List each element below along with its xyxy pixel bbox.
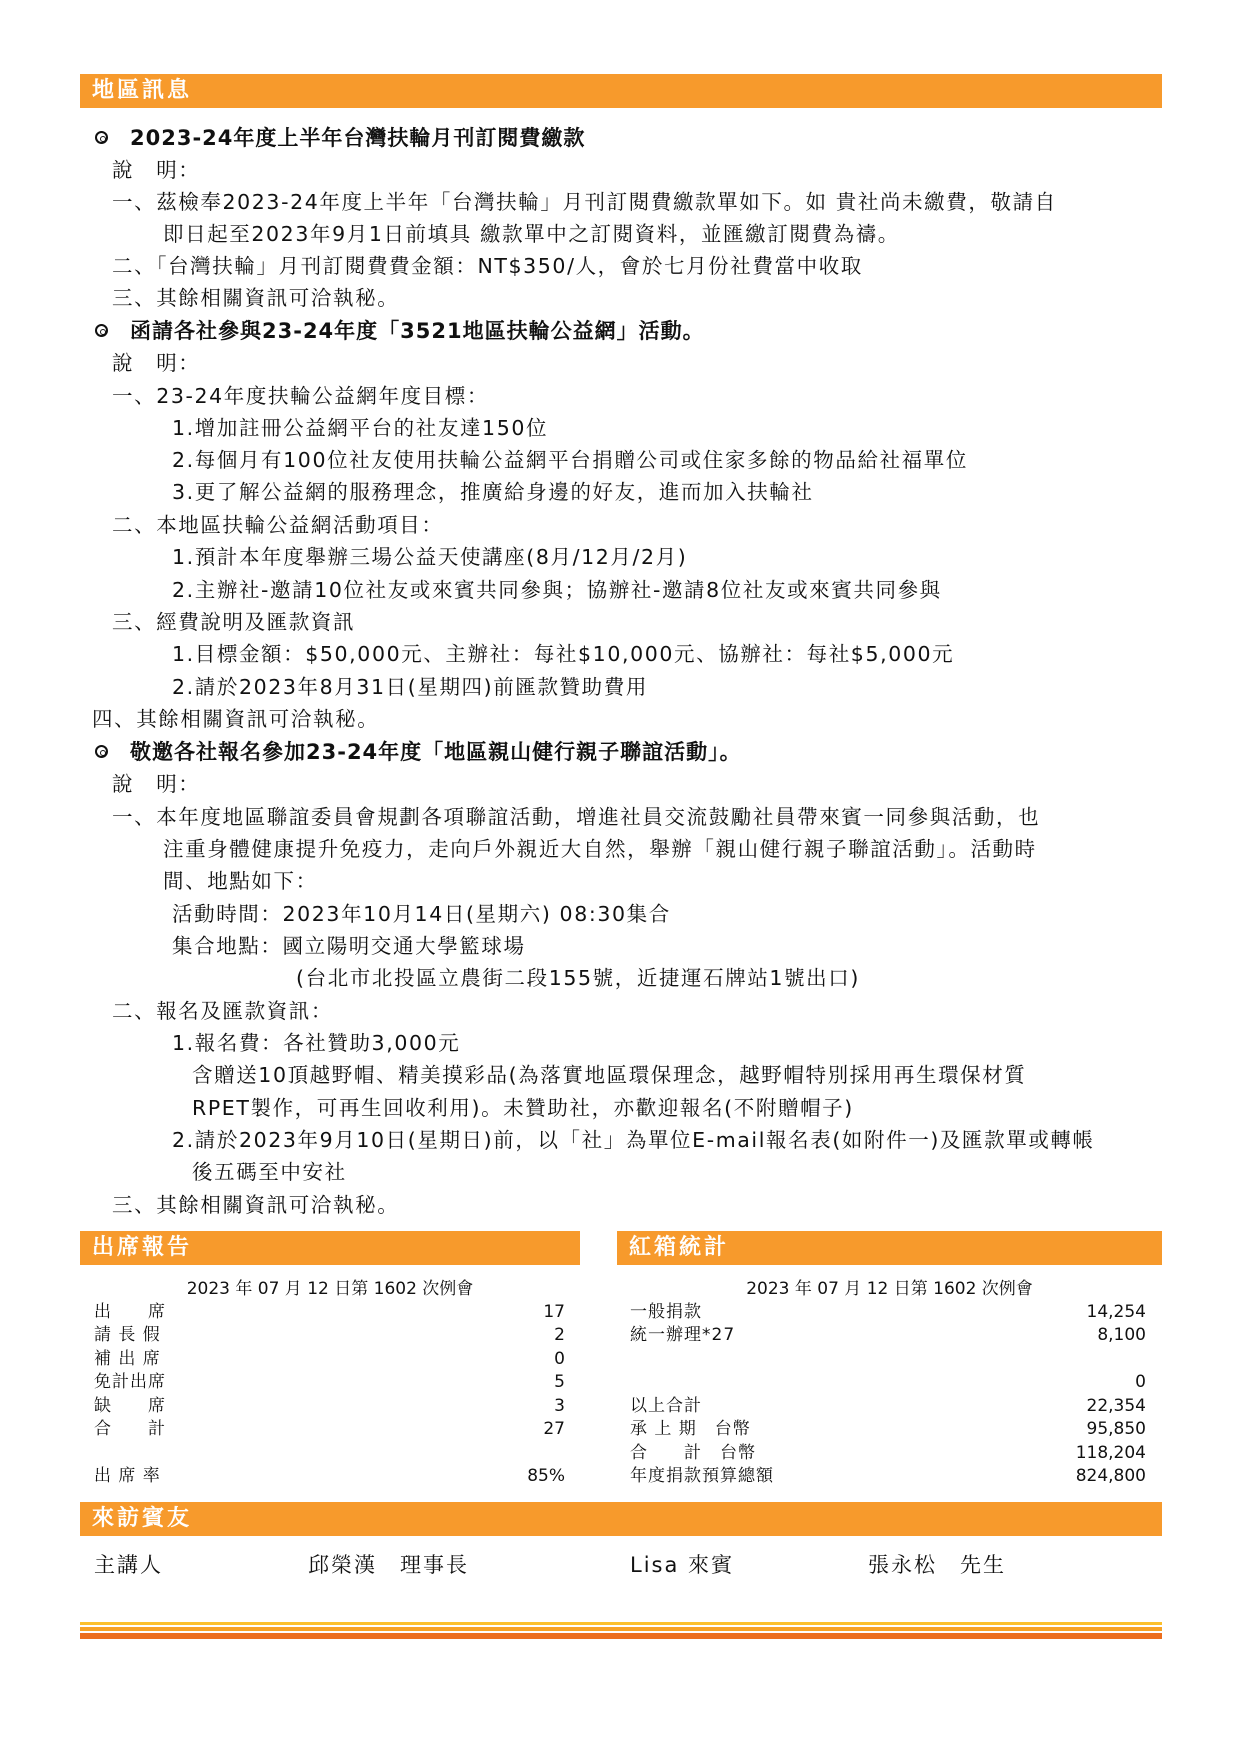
notice-line: RPET製作，可再生回收利用)。未贊助社，亦歡迎報名(不附贈帽子) bbox=[192, 1096, 854, 1120]
attendance-rate-value: 85% bbox=[527, 1466, 565, 1486]
notice-title-2: 函請各社參與23-24年度「3521地區扶輪公益網」活動。 bbox=[130, 319, 705, 343]
double-circle-bullet-icon bbox=[95, 745, 108, 758]
notice-line: 後五碼至中安社 bbox=[192, 1160, 347, 1184]
notice-line: 四、其餘相關資訊可洽執秘。 bbox=[92, 707, 380, 731]
red-box-meeting-date: 2023 年 07 月 12 日第 1602 次例會 bbox=[746, 1279, 1033, 1299]
notice-line: 1.增加註冊公益網平台的社友達150位 bbox=[172, 416, 549, 440]
notice-line: 一、本年度地區聯誼委員會規劃各項聯誼活動，增進社員交流鼓勵社員帶來賓一同參與活動，也 bbox=[112, 805, 1041, 829]
section-header-attendance: 出席報告 bbox=[80, 1231, 580, 1265]
attendance-label: 免計出席 bbox=[94, 1372, 166, 1392]
attendance-label: 補 出 席 bbox=[94, 1349, 161, 1369]
notice-line: (台北市北投區立農街二段155號，近捷運石牌站1號出口) bbox=[296, 966, 860, 990]
notice-explain-1: 說 明： bbox=[112, 158, 201, 182]
red-box-label: 統一辦理*27 bbox=[630, 1325, 736, 1345]
notice-line: 三、經費說明及匯款資訊 bbox=[112, 610, 356, 634]
notice-line: 2.主辦社-邀請10位社友或來賓共同參與；協辦社-邀請8位社友或來賓共同參與 bbox=[172, 578, 942, 602]
attendance-label: 請 長 假 bbox=[94, 1325, 161, 1345]
notice-line: 二、本地區扶輪公益網活動項目： bbox=[112, 513, 444, 537]
red-box-label: 合 計 台幣 bbox=[630, 1443, 756, 1463]
footer-stripe-top bbox=[80, 1622, 1162, 1625]
footer-stripe-bottom bbox=[80, 1633, 1162, 1639]
notice-line: 3.更了解公益網的服務理念，推廣給身邊的好友，進而加入扶輪社 bbox=[172, 480, 814, 504]
notice-line: 活動時間：2023年10月14日(星期六) 08:30集合 bbox=[172, 902, 671, 926]
red-box-label: 承 上 期 台幣 bbox=[630, 1419, 751, 1439]
notice-line: 二、報名及匯款資訊： bbox=[112, 999, 333, 1023]
attendance-value: 27 bbox=[543, 1419, 565, 1439]
notice-line: 2.請於2023年8月31日(星期四)前匯款贊助費用 bbox=[172, 675, 648, 699]
red-box-value: 118,204 bbox=[1075, 1443, 1146, 1463]
attendance-value: 5 bbox=[554, 1372, 565, 1392]
notice-line: 含贈送10頂越野帽、精美摸彩品(為落實地區環保理念，越野帽特別採用再生環保材質 bbox=[192, 1063, 1027, 1087]
attendance-meeting-date: 2023 年 07 月 12 日第 1602 次例會 bbox=[186, 1279, 474, 1299]
attendance-value: 2 bbox=[554, 1325, 565, 1345]
section-header-district-news: 地區訊息 bbox=[80, 74, 1162, 108]
notice-title-3: 敬邀各社報名參加23-24年度「地區親山健行親子聯誼活動」。 bbox=[130, 740, 742, 764]
notice-line: 集合地點：國立陽明交通大學籃球場 bbox=[172, 934, 526, 958]
notice-line: 2.請於2023年9月10日(星期日)前，以「社」為單位E-mail報名表(如附件一)及匯款單或轉帳 bbox=[172, 1128, 1095, 1152]
attendance-value: 0 bbox=[554, 1349, 565, 1369]
red-box-value: 0 bbox=[1135, 1372, 1146, 1392]
red-box-value: 95,850 bbox=[1086, 1419, 1146, 1439]
notice-line: 注重身體健康提升免疫力，走向戶外親近大自然，舉辦「親山健行親子聯誼活動」。活動時 bbox=[163, 837, 1037, 861]
attendance-label: 合 計 bbox=[94, 1419, 166, 1439]
red-box-value: 824,800 bbox=[1075, 1466, 1146, 1486]
double-circle-bullet-icon bbox=[95, 324, 108, 337]
section-header-red-box: 紅箱統計 bbox=[617, 1231, 1162, 1265]
attendance-value: 3 bbox=[554, 1396, 565, 1416]
notice-line: 1.目標金額：$50,000元、主辦社：每社$10,000元、協辦社：每社$5,000元 bbox=[172, 642, 955, 666]
double-circle-bullet-icon bbox=[95, 131, 108, 144]
notice-line: 二、「台灣扶輪」月刊訂閱費費金額：NT$350/人，會於七月份社費當中收取 bbox=[112, 254, 863, 278]
red-box-value: 14,254 bbox=[1086, 1302, 1146, 1322]
notice-line: 三、其餘相關資訊可洽執秘。 bbox=[112, 1193, 400, 1217]
red-box-label: 以上合計 bbox=[630, 1396, 702, 1416]
notice-explain-2: 說 明： bbox=[112, 351, 201, 375]
red-box-label: 一般捐款 bbox=[630, 1302, 702, 1322]
notice-line: 2.每個月有100位社友使用扶輪公益網平台捐贈公司或住家多餘的物品給社福單位 bbox=[172, 448, 968, 472]
notice-line: 間、地點如下： bbox=[163, 869, 318, 893]
notice-line: 1.預計本年度舉辦三場公益天使講座(8月/12月/2月) bbox=[172, 545, 688, 569]
red-box-label: 年度捐款預算總額 bbox=[630, 1466, 774, 1486]
red-box-value: 8,100 bbox=[1097, 1325, 1146, 1345]
guest-label: Lisa 來賓 bbox=[630, 1553, 735, 1577]
attendance-label: 出 席 bbox=[94, 1302, 166, 1322]
notice-line: 一、茲檢奉2023-24年度上半年「台灣扶輪」月刊訂閱費繳款單如下。如 貴社尚未繳費，敬請自 bbox=[112, 190, 1057, 214]
footer-stripe-mid bbox=[80, 1627, 1162, 1631]
speaker-name: 邱榮漢 理事長 bbox=[308, 1553, 469, 1577]
notice-line: 一、23-24年度扶輪公益網年度目標： bbox=[112, 384, 489, 408]
speaker-label: 主講人 bbox=[94, 1553, 163, 1577]
notice-line: 1.報名費：各社贊助3,000元 bbox=[172, 1031, 461, 1055]
notice-explain-3: 說 明： bbox=[112, 772, 201, 796]
notice-title-1: 2023-24年度上半年台灣扶輪月刊訂閱費繳款 bbox=[130, 126, 586, 150]
section-header-visitors: 來訪賓友 bbox=[80, 1502, 1162, 1536]
guest-name: 張永松 先生 bbox=[868, 1553, 1006, 1577]
red-box-value: 22,354 bbox=[1086, 1396, 1146, 1416]
notice-line: 即日起至2023年9月1日前填具 繳款單中之訂閱資料，並匯繳訂閱費為禱。 bbox=[163, 222, 900, 246]
attendance-value: 17 bbox=[543, 1302, 565, 1322]
notice-line: 三、其餘相關資訊可洽執秘。 bbox=[112, 286, 400, 310]
attendance-label: 缺 席 bbox=[94, 1396, 166, 1416]
attendance-rate-label: 出 席 率 bbox=[94, 1466, 161, 1486]
